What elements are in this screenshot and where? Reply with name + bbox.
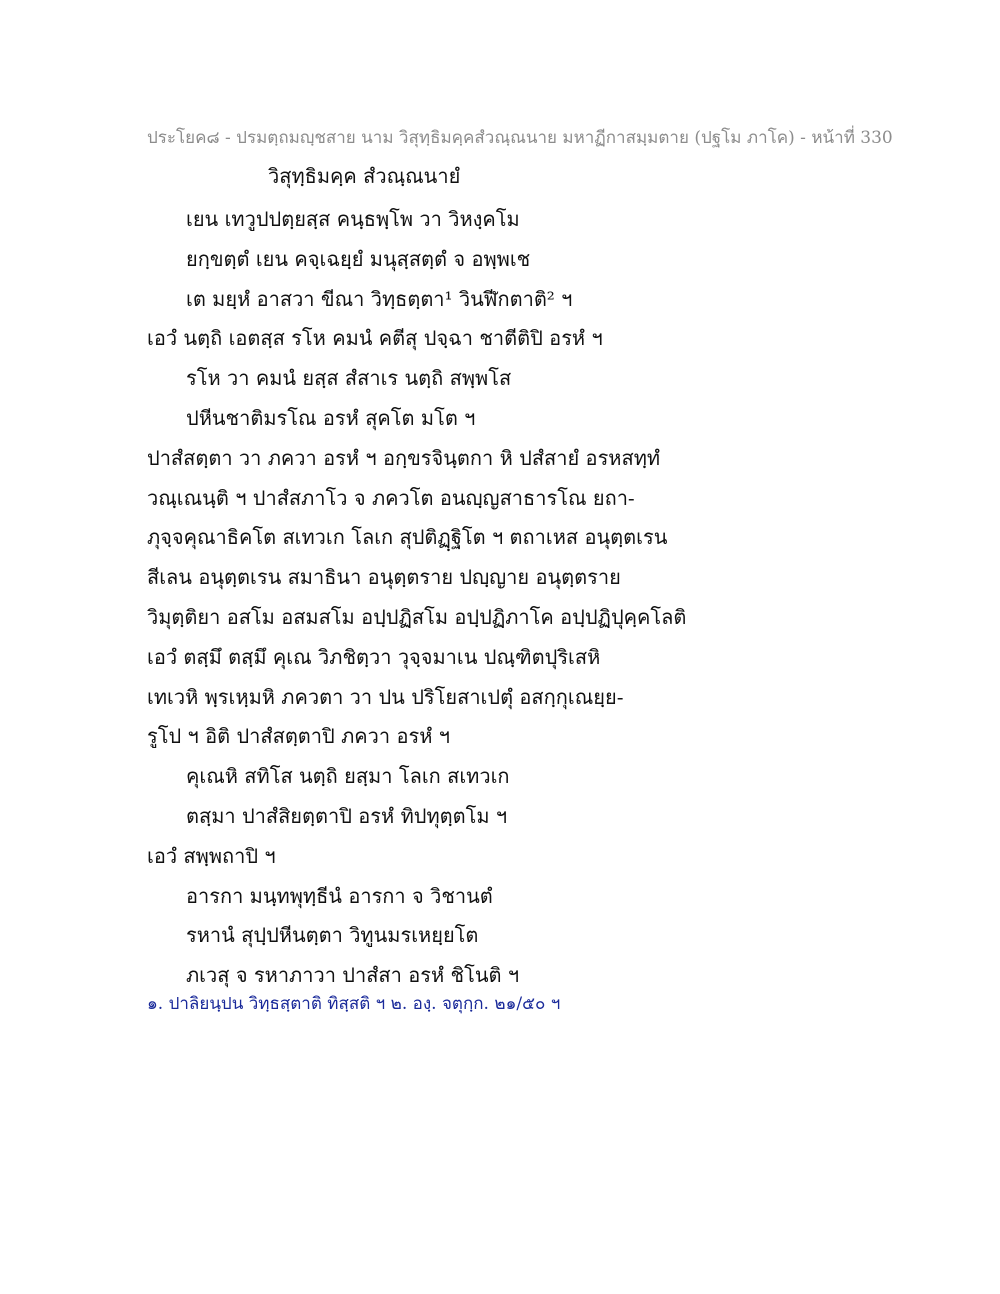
verse-line: ปหีนชาติมรโณ อรหํ สุคโต มโต ฯ xyxy=(186,405,476,430)
verse-line: อารกา มนฺทพุทฺธีนํ อารกา จ วิชานตํ xyxy=(186,883,493,908)
running-header: ประโยค๘ - ปรมตฺถมญฺชสาย นาม วิสุทฺธิมคฺคสํวณฺณนาย มหาฏีกาสมฺมตาย (ปฐโม ภาโค) - หน้าที่ 330 xyxy=(147,128,893,148)
prose-line: รูโป ฯ อิติ ปาสํสตฺตาปิ ภควา อรหํ ฯ xyxy=(147,724,450,749)
prose-line: เทเวหิ พฺรเหฺมหิ ภควตา วา ปน ปริโยสาเปตุํ อสกฺกุเณยฺย- xyxy=(147,684,624,709)
prose-line: ปาสํสตฺตา วา ภควา อรหํ ฯ อกฺขรจินฺตกา หิ ปสํสายํ อรหสทฺทํ xyxy=(147,445,661,470)
verse-line: ตสฺมา ปาสํสิยตฺตาปิ อรหํ ทิปทุตฺตโม ฯ xyxy=(186,803,508,828)
verse-line: เต มยฺหํ อาสวา ขีณา วิทฺธตฺตา¹ วินฬีกตาติ² ฯ xyxy=(186,286,573,311)
verse-line: เยน เทวูปปตฺยสฺส คนฺธพฺโพ วา วิหงฺคโม xyxy=(186,207,520,231)
prose-line: สีเลน อนุตฺตเรน สมาธินา อนุตฺตราย ปญฺญาย อนุตฺตราย xyxy=(147,565,621,590)
body-text xyxy=(147,200,867,996)
verse-line: ภเวสุ จ รหาภาวา ปาสํสา อรหํ ชิโนติ ฯ xyxy=(186,963,520,988)
prose-line: วณฺเณนฺติ ฯ ปาสํสภาโว จ ภควโต อนญฺญสาธารโณ ยถา- xyxy=(147,485,635,510)
prose-line: เอวํ นตฺถิ เอตสฺส รโห คมนํ คตีสุ ปจฺฉา ชาตีติปิ อรหํ ฯ xyxy=(147,326,603,351)
verse-line: คุเณหิ สทิโส นตฺถิ ยสฺมา โลเก สเทวเก xyxy=(186,764,510,789)
section-title: วิสุทฺธิมคฺค สํวณฺณนายํ xyxy=(268,164,461,188)
verse-line: รหานํ สุปฺปหีนตฺตา วิทูนมรเหยฺยโต xyxy=(186,923,479,948)
footnote: ๑. ปาลิยนฺปน วิทฺธสฺตาติ ทิสฺสติ ฯ ๒. องฺ. จตุกฺก. ๒๑/๕๐ ฯ xyxy=(147,994,561,1014)
prose-line: เอวํ ตสฺมึ ตสฺมึ คุเณ วิภชิตฺวา วุจฺจมาเน ปณฺฑิตปุริเสหิ xyxy=(147,644,601,669)
verse-line: รโห วา คมนํ ยสฺส สํสาเร นตฺถิ สพฺพโส xyxy=(186,366,512,391)
prose-line: ภุจฺจคุณาธิคโต สเทวเก โลเก สุปติฏฺฐิโต ฯ ตถาเหส อนุตฺตเรน xyxy=(147,525,668,550)
verse-line: ยกฺขตฺตํ เยน คจฺเฉยฺยํ มนุสฺสตฺตํ จ อพฺพเช xyxy=(186,246,531,271)
prose-line: เอวํ สพฺพถาปิ ฯ xyxy=(147,843,276,868)
prose-line: วิมุตฺติยา อสโม อสมสโม อปฺปฏิสโม อปฺปฏิภาโค อปฺปฏิปุคฺคโลติ xyxy=(147,604,687,629)
